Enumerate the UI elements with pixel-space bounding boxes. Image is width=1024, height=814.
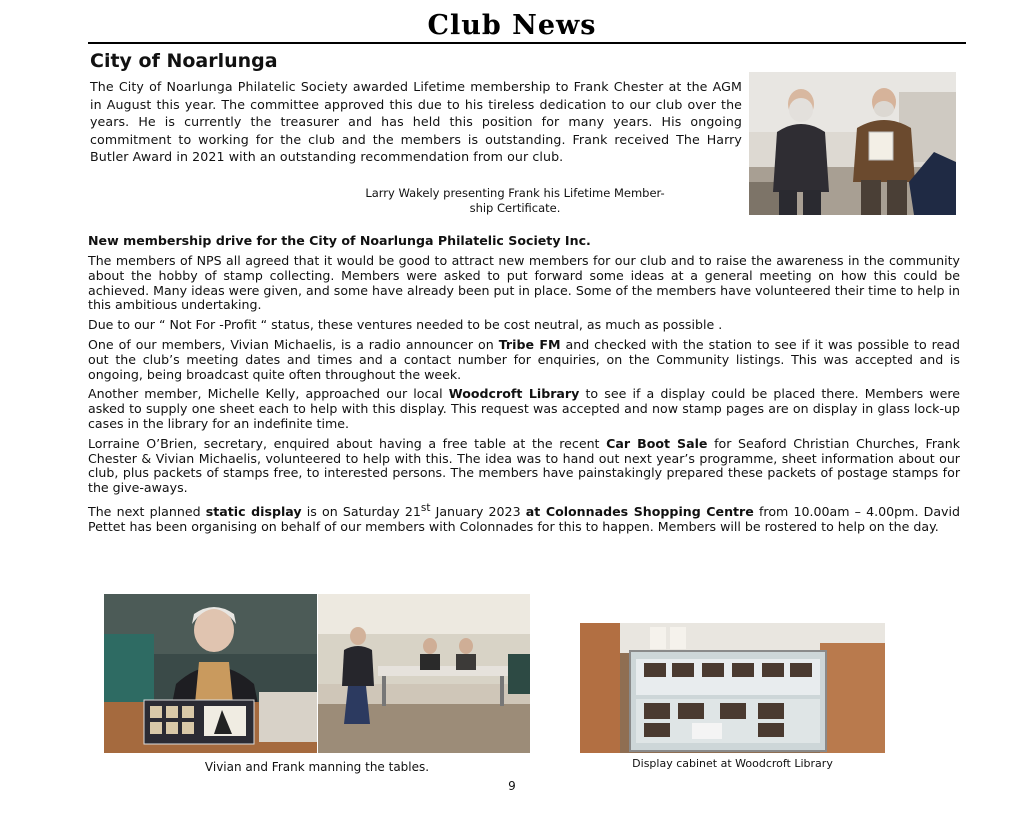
article-body [88, 254, 960, 540]
top-caption-line-2: ship Certificate. [469, 201, 561, 215]
p4-text-a: Another member, Michelle Kelly, approached our local [88, 386, 449, 402]
p3-text-a: One of our members, Vivian Michaelis, is a radio announcer on [88, 336, 499, 352]
page-number: 9 [508, 779, 516, 793]
masthead-rule [88, 42, 966, 44]
date-ordinal: st [420, 501, 431, 514]
display-cabinet-photo [580, 623, 885, 753]
p6-text-a: The next planned [88, 504, 206, 520]
paragraph-1: The members of NPS all agreed that it would be good to attract new members for our club and to raise the awareness in the community about the hobby of stamp collecting. Members were asked to put forward some ideas at a general meeting on how this could be achieved. Many ideas were given, and some have already been put in place. Some of the members have volunteered their time to help in this ambitious undertaking. [88, 253, 960, 313]
intro-paragraph: The City of Noarlunga Philatelic Society awarded Lifetime membership to Frank Chester at the AGM in August this year. The committee approved this due to his tireless dedication to our club over the years. He is currently the treasurer and has held this position for many years. His ongoing commitment to working for the club and the members is outstanding. Frank received The Harry Butler Award in 2021 with an outstanding recommendation from our club. [90, 79, 742, 165]
p4-text-c: to see if a display could be placed there. Members were asked to supply one sheet each to help with this display. This request was accepted and now stamp pages are on display in glass lock-up cases in the library for an indefinite time. [88, 386, 960, 431]
paragraph-4 [88, 387, 960, 431]
static-display-term: static display [205, 504, 302, 520]
lifetime-membership-photo [749, 72, 956, 215]
p5-text-c: for Seaford Christian Churches, Frank Chester & Vivian Michaelis, volunteered to help with this. The idea was to hand out next year’s programme, sheet information about our club, plus packets of stamps free, to interested persons. The members have painstakingly prepared these packets of postage stamps for the give-aways. [88, 435, 960, 496]
paragraph-3 [88, 338, 960, 382]
p5-text-a: Lorraine O’Brien, secretary, enquired about having a free table at the recent [88, 435, 607, 451]
vivian-at-table-photo [104, 594, 317, 753]
newsletter-masthead: Club News [427, 10, 597, 41]
p6-text-c: is on Saturday 21 [301, 504, 421, 520]
bottom-right-caption: Display cabinet at Woodcroft Library [632, 757, 833, 770]
colonnades-venue: at Colonnades Shopping Centre [525, 504, 754, 520]
paragraph-5 [88, 437, 960, 496]
section-title: City of Noarlunga [90, 50, 278, 72]
paragraph-6 [88, 501, 960, 535]
p6-text-d: January 2023 [430, 504, 526, 520]
paragraph-2: Due to our “ Not For -Profit “ status, these ventures needed to be cost neutral, as much as possible . [88, 317, 723, 333]
tribe-fm-name: Tribe FM [498, 336, 561, 352]
p6-text-f: from 10.00am – 4.00pm. David Pettet has been organising on behalf of our members with Colonnades for this to happen. Members will be rostered to help on the day. [88, 504, 960, 534]
p3-text-c: and checked with the station to see if it was possible to read out the club’s meeting dates and times and a contact number for enquiries, on the Community listings. This was accepted and is ongoing, being broadcast quite often throughout the week. [88, 336, 961, 382]
car-boot-sale-name: Car Boot Sale [606, 435, 708, 451]
bottom-left-caption: Vivian and Frank manning the tables. [204, 760, 430, 774]
membership-drive-heading: New membership drive for the City of Noarlunga Philatelic Society Inc. [88, 233, 591, 248]
top-caption-line-1: Larry Wakely presenting Frank his Lifetime Member- [365, 186, 665, 200]
woodcroft-library-name: Woodcroft Library [448, 386, 580, 402]
hall-tables-photo [318, 594, 530, 753]
top-photo-caption [300, 186, 730, 216]
